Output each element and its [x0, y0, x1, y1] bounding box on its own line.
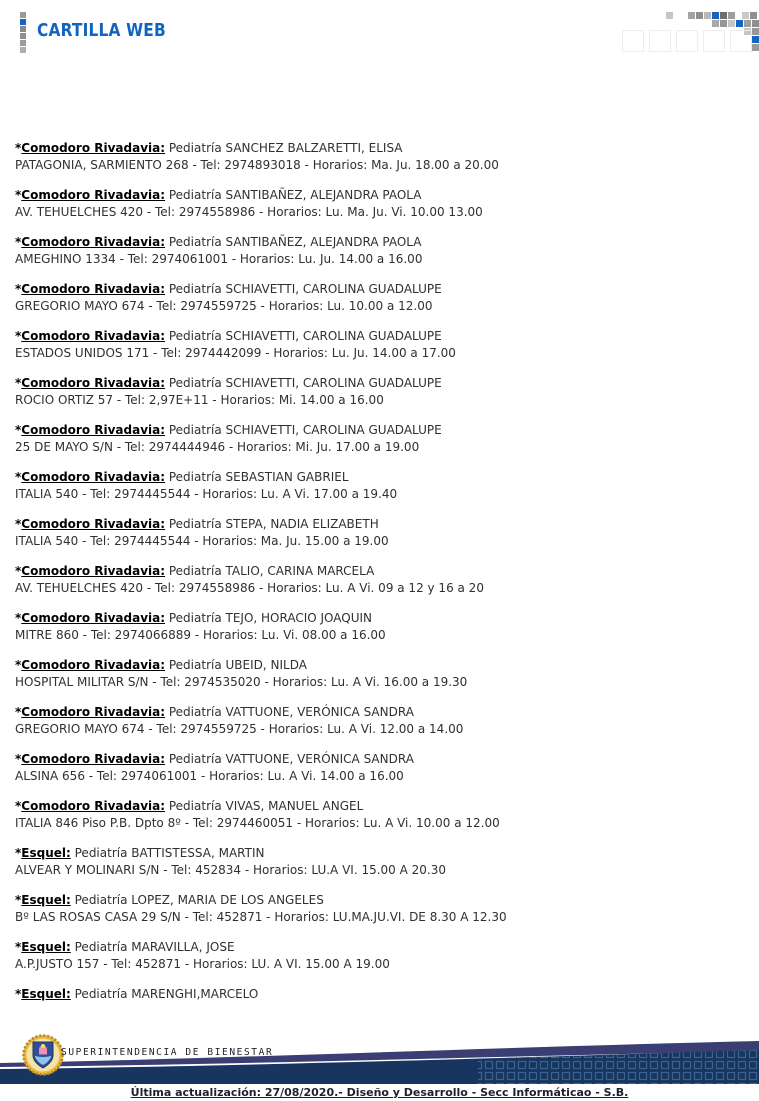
- provider-name: Pediatría MARAVILLA, JOSE: [70, 940, 235, 954]
- mosaic-square: [720, 12, 727, 19]
- bullet-asterisk: *: [15, 329, 22, 343]
- provider-name: Pediatría SCHIAVETTI, CAROLINA GUADALUPE: [165, 329, 442, 343]
- bullet-asterisk: *: [15, 799, 22, 813]
- provider-details: HOSPITAL MILITAR S/N - Tel: 2974535020 - Horarios: Lu. A Vi. 16.00 a 19.30: [15, 675, 468, 689]
- provider-name: Pediatría SEBASTIAN GABRIEL: [165, 470, 349, 484]
- provider-heading: [15, 422, 750, 439]
- provider-details: GREGORIO MAYO 674 - Tel: 2974559725 - Horarios: Lu. A Vi. 12.00 a 14.00: [15, 722, 464, 736]
- provider-entry: [15, 563, 750, 597]
- mosaic-square: [752, 44, 759, 51]
- provider-entry: [15, 187, 750, 221]
- city-label: Esquel:: [21, 940, 71, 954]
- bullet-asterisk: *: [15, 423, 22, 437]
- provider-name: Pediatría UBEID, NILDA: [165, 658, 307, 672]
- provider-heading: [15, 845, 750, 862]
- provider-heading: [15, 892, 750, 909]
- bullet-asterisk: *: [15, 846, 22, 860]
- provider-heading: [15, 516, 750, 533]
- provider-name: Pediatría LOPEZ, MARIA DE LOS ANGELES: [70, 893, 324, 907]
- provider-name: Pediatría VIVAS, MANUEL ANGEL: [165, 799, 364, 813]
- mosaic-outline-square: [703, 30, 725, 52]
- provider-name: Pediatría TALIO, CARINA MARCELA: [165, 564, 375, 578]
- city-label: Comodoro Rivadavia:: [21, 752, 166, 766]
- city-label: Comodoro Rivadavia:: [21, 705, 166, 719]
- provider-entry: [15, 657, 750, 691]
- mosaic-square: [728, 12, 735, 19]
- provider-entry: [15, 422, 750, 456]
- bullet-asterisk: *: [15, 658, 22, 672]
- city-label: Comodoro Rivadavia:: [21, 470, 166, 484]
- provider-entry: [15, 798, 750, 832]
- provider-details: ESTADOS UNIDOS 171 - Tel: 2974442099 - Horarios: Lu. Ju. 14.00 a 17.00: [15, 346, 456, 360]
- provider-heading: [15, 140, 750, 157]
- provider-name: Pediatría VATTUONE, VERÓNICA SANDRA: [165, 752, 414, 766]
- city-label: Comodoro Rivadavia:: [21, 517, 166, 531]
- provider-entry: [15, 281, 750, 315]
- mosaic-square: [666, 12, 673, 19]
- provider-details: ROCIO ORTIZ 57 - Tel: 2,97E+11 - Horarios: Mi. 14.00 a 16.00: [15, 393, 384, 407]
- bullet-asterisk: *: [15, 987, 22, 1001]
- mosaic-square: [752, 20, 759, 27]
- provider-details: AV. TEHUELCHES 420 - Tel: 2974558986 - Horarios: Lu. Ma. Ju. Vi. 10.00 13.00: [15, 205, 483, 219]
- provider-name: Pediatría SCHIAVETTI, CAROLINA GUADALUPE: [165, 282, 442, 296]
- city-label: Comodoro Rivadavia:: [21, 423, 166, 437]
- provider-heading: [15, 187, 750, 204]
- provider-heading: [15, 469, 750, 486]
- provider-name: Pediatría SCHIAVETTI, CAROLINA GUADALUPE: [165, 376, 442, 390]
- provider-details: AV. TEHUELCHES 420 - Tel: 2974558986 - Horarios: Lu. A Vi. 09 a 12 y 16 a 20: [15, 581, 484, 595]
- mosaic-square: [720, 20, 727, 27]
- mosaic-outline-square: [649, 30, 671, 52]
- provider-heading: [15, 986, 750, 1003]
- organization-name: SUPERINTENDENCIA DE BIENESTAR: [61, 1047, 274, 1058]
- mosaic-square: [712, 20, 719, 27]
- provider-details: ITALIA 846 Piso P.B. Dpto 8º - Tel: 2974460051 - Horarios: Lu. A Vi. 10.00 a 12.00: [15, 816, 500, 830]
- city-label: Esquel:: [21, 987, 71, 1001]
- mosaic-square: [742, 12, 749, 19]
- logo-square: [20, 47, 26, 53]
- last-update-text: Última actualización: 27/08/2020.- Diseño y Desarrollo - Secc Informáticao - S.B.: [130, 1086, 629, 1099]
- city-label: Comodoro Rivadavia:: [21, 376, 166, 390]
- bullet-asterisk: *: [15, 940, 22, 954]
- bullet-asterisk: *: [15, 235, 22, 249]
- provider-name: Pediatría SCHIAVETTI, CAROLINA GUADALUPE: [165, 423, 442, 437]
- provider-heading: [15, 939, 750, 956]
- bullet-asterisk: *: [15, 282, 22, 296]
- provider-name: Pediatría TEJO, HORACIO JOAQUIN: [165, 611, 373, 625]
- bullet-asterisk: *: [15, 470, 22, 484]
- provider-details: ITALIA 540 - Tel: 2974445544 - Horarios: Lu. A Vi. 17.00 a 19.40: [15, 487, 398, 501]
- provider-heading: [15, 704, 750, 721]
- bullet-asterisk: *: [15, 564, 22, 578]
- bullet-asterisk: *: [15, 611, 22, 625]
- provider-details: PATAGONIA, SARMIENTO 268 - Tel: 2974893018 - Horarios: Ma. Ju. 18.00 a 20.00: [15, 158, 499, 172]
- provider-entry: [15, 516, 750, 550]
- provider-entry: [15, 375, 750, 409]
- provider-heading: [15, 281, 750, 298]
- bullet-asterisk: *: [15, 752, 22, 766]
- provider-heading: [15, 798, 750, 815]
- city-label: Comodoro Rivadavia:: [21, 188, 166, 202]
- city-label: Esquel:: [21, 846, 71, 860]
- provider-details: MITRE 860 - Tel: 2974066889 - Horarios: Lu. Vi. 08.00 a 16.00: [15, 628, 386, 642]
- bullet-asterisk: *: [15, 893, 22, 907]
- logo-square: [20, 33, 26, 39]
- mosaic-outline-square: [622, 30, 644, 52]
- provider-entry: [15, 845, 750, 879]
- provider-entry: [15, 939, 750, 973]
- provider-name: Pediatría VATTUONE, VERÓNICA SANDRA: [165, 705, 414, 719]
- provider-details: ALVEAR Y MOLINARI S/N - Tel: 452834 - Horarios: LU.A VI. 15.00 A 20.30: [15, 863, 447, 877]
- city-label: Comodoro Rivadavia:: [21, 282, 166, 296]
- provider-heading: [15, 563, 750, 580]
- provider-list: [15, 140, 750, 1016]
- bullet-asterisk: *: [15, 188, 22, 202]
- provider-entry: [15, 892, 750, 926]
- city-label: Comodoro Rivadavia:: [21, 141, 166, 155]
- provider-heading: [15, 328, 750, 345]
- provider-details: ALSINA 656 - Tel: 2974061001 - Horarios: Lu. A Vi. 14.00 a 16.00: [15, 769, 404, 783]
- mosaic-square: [744, 20, 751, 27]
- city-label: Comodoro Rivadavia:: [21, 235, 166, 249]
- superintendencia-crest-icon: [21, 1033, 65, 1077]
- provider-entry: [15, 610, 750, 644]
- provider-entry: [15, 328, 750, 362]
- provider-details: 25 DE MAYO S/N - Tel: 2974444946 - Horarios: Mi. Ju. 17.00 a 19.00: [15, 440, 420, 454]
- mosaic-outline-square: [676, 30, 698, 52]
- page-title: CARTILLA WEB: [37, 21, 166, 41]
- bullet-asterisk: *: [15, 141, 22, 155]
- mosaic-square: [688, 12, 695, 19]
- provider-heading: [15, 751, 750, 768]
- mosaic-outline-square: [730, 30, 752, 52]
- provider-heading: [15, 610, 750, 627]
- city-label: Comodoro Rivadavia:: [21, 564, 166, 578]
- mosaic-square: [712, 12, 719, 19]
- provider-name: Pediatría SANCHEZ BALZARETTI, ELISA: [165, 141, 403, 155]
- provider-name: Pediatría SANTIBAÑEZ, ALEJANDRA PAOLA: [165, 188, 422, 202]
- city-label: Comodoro Rivadavia:: [21, 611, 166, 625]
- bullet-asterisk: *: [15, 517, 22, 531]
- footer-swoosh-decoration: [0, 1038, 759, 1086]
- city-label: Comodoro Rivadavia:: [21, 658, 166, 672]
- provider-heading: [15, 375, 750, 392]
- city-label: Esquel:: [21, 893, 71, 907]
- provider-details: A.P.JUSTO 157 - Tel: 452871 - Horarios: LU. A VI. 15.00 A 19.00: [15, 957, 390, 971]
- mosaic-square: [752, 28, 759, 35]
- provider-heading: [15, 234, 750, 251]
- provider-entry: [15, 140, 750, 174]
- provider-entry: [15, 986, 750, 1003]
- provider-name: Pediatría BATTISTESSA, MARTIN: [70, 846, 265, 860]
- logo-square: [20, 26, 26, 32]
- provider-entry: [15, 704, 750, 738]
- bullet-asterisk: *: [15, 376, 22, 390]
- mosaic-square: [736, 20, 743, 27]
- provider-name: Pediatría MARENGHI,MARCELO: [70, 987, 259, 1001]
- logo-square: [20, 40, 26, 46]
- mosaic-square: [728, 20, 735, 27]
- provider-details: AMEGHINO 1334 - Tel: 2974061001 - Horarios: Lu. Ju. 14.00 a 16.00: [15, 252, 423, 266]
- provider-details: Bº LAS ROSAS CASA 29 S/N - Tel: 452871 - Horarios: LU.MA.JU.VI. DE 8.30 A 12.30: [15, 910, 507, 924]
- city-label: Comodoro Rivadavia:: [21, 799, 166, 813]
- provider-details: GREGORIO MAYO 674 - Tel: 2974559725 - Horarios: Lu. 10.00 a 12.00: [15, 299, 433, 313]
- provider-name: Pediatría SANTIBAÑEZ, ALEJANDRA PAOLA: [165, 235, 422, 249]
- logo-square: [20, 12, 26, 18]
- provider-name: Pediatría STEPA, NADIA ELIZABETH: [165, 517, 379, 531]
- mosaic-square: [696, 12, 703, 19]
- mosaic-square: [752, 36, 759, 43]
- mosaic-square: [704, 12, 711, 19]
- bullet-asterisk: *: [15, 705, 22, 719]
- provider-heading: [15, 657, 750, 674]
- provider-details: ITALIA 540 - Tel: 2974445544 - Horarios: Ma. Ju. 15.00 a 19.00: [15, 534, 389, 548]
- provider-entry: [15, 751, 750, 785]
- mosaic-square: [750, 12, 757, 19]
- city-label: Comodoro Rivadavia:: [21, 329, 166, 343]
- logo-square: [20, 19, 26, 25]
- provider-entry: [15, 469, 750, 503]
- provider-entry: [15, 234, 750, 268]
